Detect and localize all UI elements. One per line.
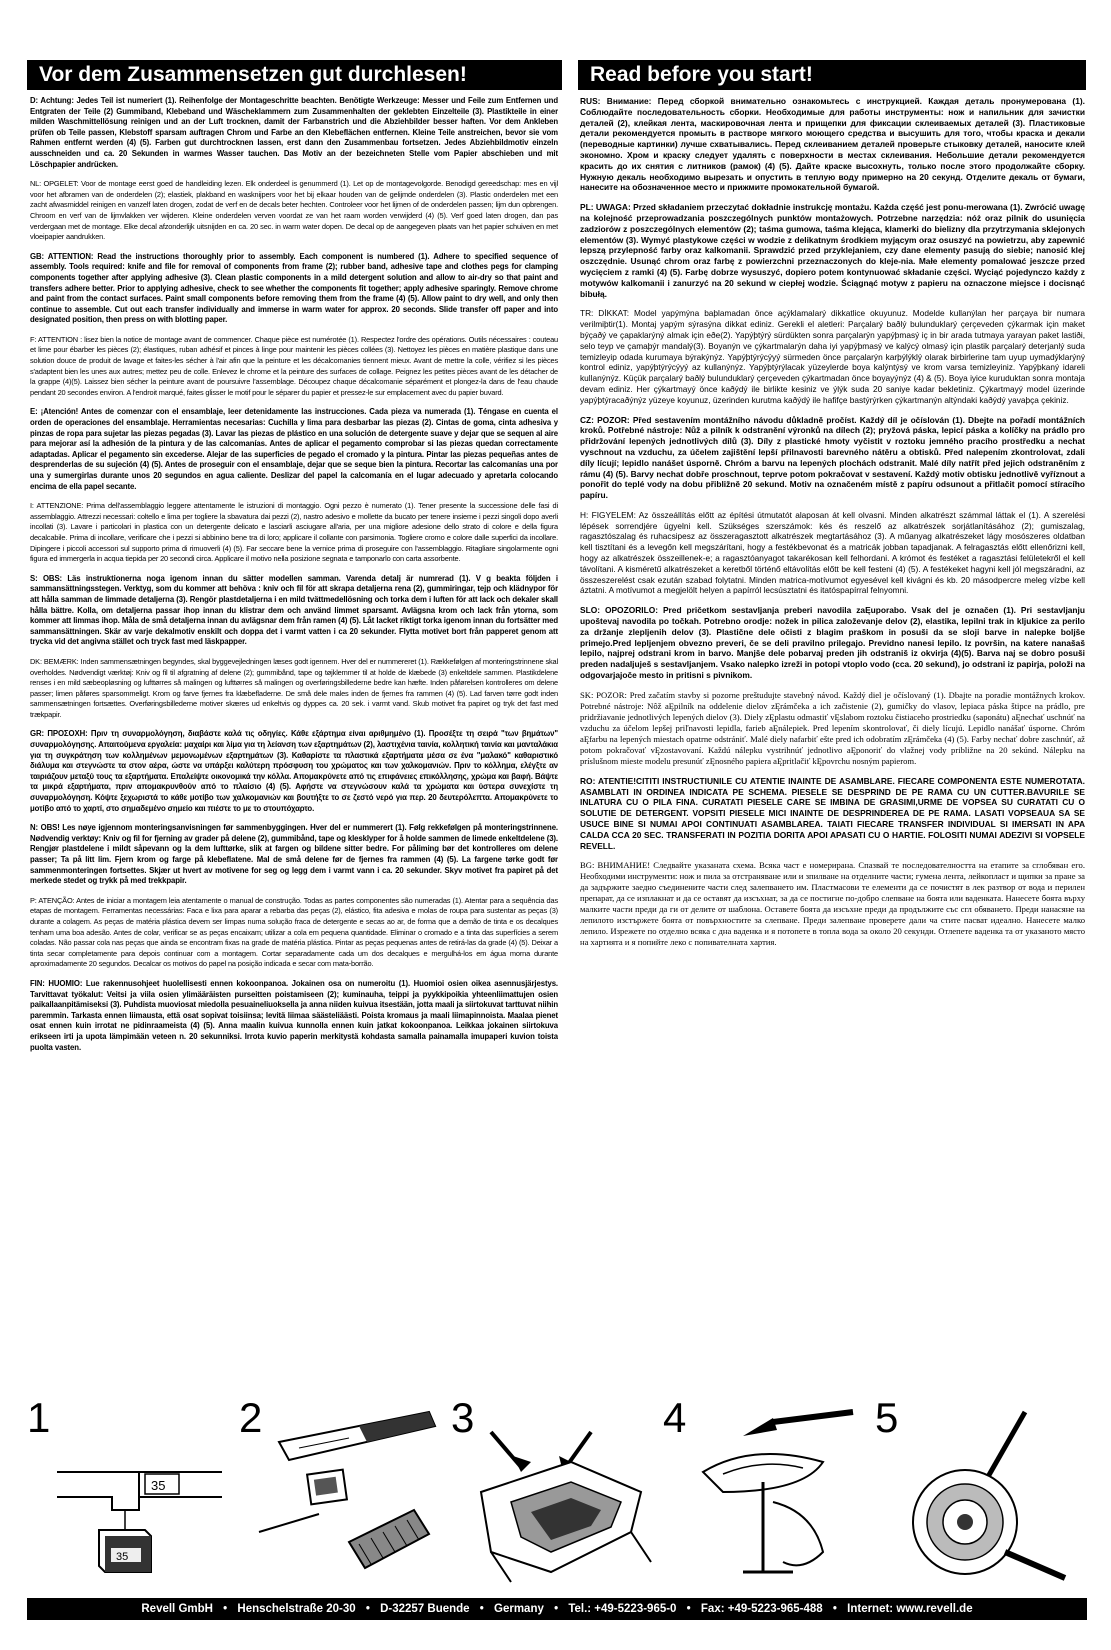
step-number: 5: [875, 1394, 899, 1441]
para-tr: TR: DİKKAT: Model yapýmýna baþlamadan önce açýklamalarý dikkatlice okuyunuz. Modelde kullanýlan her parçaya bir numara verilmiþtir(1). Montaj yapým sýrasýna dikkat ediniz. Gerekli el aletleri: Parçalarý baðlý bulunduklarý çerçeveden çýkarmak için maket býçaðý ve çapaklarýný almak için eðe(2). Yapýþtýrý sürdükten sonra parçalarýn yapýþmasý iç in bir arada tutmaya yarayan paket lastiði, selo teyp ve çamaþýr mandalý(3). Boyanýn ve çýkartmalarýn daha iyi yapýþmasý ve kalýcý olmasý için plastik parçalarý deterjanlý suda temizleyip odada kurumaya býrakýnýz. Yapýþtýrýcýyý sürmeden önce parçalarýn karþýlýklý olarak birbirlerine tam uyup uymadýklarýný kontrol ediniz, yapýþtýrýcýyý az kullanýnýz. Yapýþtýrýlacak yüzeylerde boya kalýntýsý ve krom varsa temizleyiniz. Yapýþkaný idareli kullanýnýz. Küçük parçalarý baðlý bulunduklarý çerçeveden çýkartmadan önce boyayýnýz (4) & (5). Boya iyice kuruduktan sonra montaja devam ediniz. Her çýkartmayý önce kaðýdý ile birlikte kesiniz ve ýlýk suda 20 saniye kadar bekletiniz. Çýkartmayý model üzerinde yapýþtýracaðýnýz yüzeye koyunuz, üzerinden kurutma kaðýdý ile hafifçe bastýrýrken çýkartmanýn altýndaki kaðýdý yavaþça çekiniz.: [580, 308, 1085, 405]
knife-and-file-icon: [239, 1402, 444, 1587]
step-1: [27, 1394, 232, 1587]
para-e: E: ¡Atención! Antes de comenzar con el ensamblaje, leer detenidamente las instrucciones. Cada pieza va numerada (1). Téngase en cuenta el orden de operaciones del ensamblaje. Herramientas necesarias: Cuchilla y lima para desbarbar las piezas (2). Cintas de goma, cinta adhesiva y pinzas de ropa para sujetar las piezas pegadas (3). Lavar las piezas de plástico en una solución de detergente suave y dejar que se sequen al aire para mejorar así la adhesión de la pintura y de las calcomanías. Antes de aplicar el pegamento comprobar si las piezas quedan correctamente adaptadas. Aplicar el pegamento sin excederse. Alejar de las superficies de pegado el cromado y la pintura. Pintar las piezas pequeñas antes de desprenderlas de su sujeción (4) (5). Antes de proseguir con el ensamblaje, dejar que se seque bien la pintura. Recortar las calcomanías una por una y sumergirlas durante unos 20 segundos en agua caliente. Deslizar del papel la calcomanía en el lugar adecuado y apretarla colocando encima de ella papel secante.: [30, 407, 558, 491]
header-german: Vor dem Zusammensetzen gut durchlesen!: [27, 60, 562, 90]
footer-separator: •: [365, 1603, 370, 1615]
para-gb: GB: ATTENTION: Read the instructions thoroughly prior to assembly. Each component is numbered (1). Adhere to specified sequence of assembly. Tools required: knife and file for removal of components from frame (2); rubber band, adhesive tape and clothes pegs for clamping components together after applying adhesive (3). Clean plastic components in a mild detergent solution and allow to air-dry so that paint and transfers adhere better. Prior to applying adhesive, check to see whether the components fit together; apply adhesive sparingly. Remove chrome and paint from the contact surfaces. Paint small components before removing them from the frame (4) (5). Allow paint to dry well, and only then continue to assemble. Cut out each transfer individually and immerse in warm water for approx. 20 seconds. Slide transfer off paper and into designated position, then press on with blotting paper.: [30, 251, 558, 325]
part-label-top: 35: [151, 1478, 166, 1493]
left-column: [30, 96, 558, 1386]
step-5: [875, 1394, 1080, 1587]
footer-city: D-32257 Buende: [380, 1603, 470, 1615]
painting-wheel-icon: [875, 1402, 1080, 1587]
para-h: H: FIGYELEM: Az összeállítás előtt az építési útmutatót alaposan át kell olvasni. Minden alkatrészt számmal láttak el (1). A szerelési lépések sorrendjére ügyelni kell. Szükséges szerszámok: kés és reszelő az alkatrészek sorjátlanításához (2); gumiszalag, ragasztószalag és ruhacsipesz az összeragasztott alkatrészek megtartásához (3). A műanyag alkatrészeket lágy mosószeres oldatban kell tisztítani és a levegőn kell megszárítani, hogy a festékbevonat és a matricák jobban tapadjanak. A felragasztás előtt ellenőrizni kell, hogy az alkatrészek összeillenek-e; a ragasztóanyagot takarékosan kell felhordani. A krómot és festéket a ragasztási felületekről el kell távolítani. A kisméretű alkatrészeket a keretből történő eltávolítás előtt be kell festeni (4) (5). A festékeket hagyni kell jól megszáradni, az összeszerelést csak ezután szabad folytatni. Minden matrica-motívumot egyesével kell kivágni és kb. 20 másodpercre meleg vízbe kell áztatni. A motívumot a megjelölt helyen a papírról lecsúsztatni és itatóspapírral felnyomni.: [580, 509, 1085, 596]
header-english: Read before you start!: [578, 60, 1086, 90]
para-nl: NL: OPGELET: Voor de montage eerst goed de handleiding lezen. Elk onderdeel is genummerd (1). Let op de montagevolgorde. Benodigd gereedschap: mes en vijl voor het afbramen van de onderdelen (2); elastiek, plakband en wasknijpers voor het bij elkaar houden van de gelijmde onderdelen (3). Plastic onderdelen met een zacht afwasmiddel reinigen en vanzelf laten drogen, zodat de verf en de decals beter hechten. Controleer voor het lijmen of de onderdelen passen; lijm dun opbrengen. Chroom en verf van de lijmvlakken ver wijderen. Kleine onderdelen verven voordat ze van het raam worden verwijderd (4) (5). Verf goed laten drogen, dan pas verdergaan met de montage. Elke decal afzonderlijk uitsnijden en ca. 20 sec. in warm water dopen. De decal op de aangegeven plaats van het papier schuiven en met vloeipapier aandrukken.: [30, 179, 558, 242]
para-dk: DK: BEMÆRK: Inden sammensætningen begyndes, skal byggevejledningen læses godt igennem. Hver del er nummereret (1). Rækkefølgen af monteringstrinnene skal overholdes. Nødvendigt værktøj: Kniv og fil til afgratning af delene (2); gummibånd, tape og tøjklemmer til at holde de klæbede (3) enkeltdele sammen. Plastikdelene renses i en mild sæbeopløsning og lufttørres så malingen og lufttørres så malingen og overføringsbillederne bedre kan hæfte. Inden påførelsen kontrolleres om delene passer; limen påføres sparsommeligt. Krom og farve fjernes fra klæbefladerne. De små dele males inden de fjernes fra rammen (4) (5). Lad farven tørre godt inden sammensætningen fortsættes. Overføringsbillederne motiver skæres ud enkeltvis og dyppes ca. 20 sek. i varmt vand. Skub motivet fra papiret og tryk det fast med trækpapir.: [30, 656, 558, 719]
footer-company: Revell GmbH: [141, 1603, 213, 1615]
para-pl: PL: UWAGA: Przed składaniem przeczytać dokładnie instrukcję montażu. Każda część jest ponu-merowana (1). Zwrócić uwagę na kolejność przeprowadzania poszczególnych punktów montażowych. Potrzebne narzędzia: nóż oraz pilnik do usunięcia zadziorów z poszczególnych elementów (2); taśma gumowa, taśma klejąca, klamerki do bielizny dla przytrzymania sklejonych elementów (3). Wymyć plastykowe części w wodzie z delikatnym środkiem myjącym oraz osuszyć na powietrzu, aby zapewnić lepszą przylepność farby oraz kalkomanii. Sprawdzić przed przyklejaniem, czy dane elementy pasują do siebie; nanosić klej oszczędnie. Usunąć chrom oraz farbę z powierzchni przeznaczonych do kleje-nia. Małe elementy pomalować jeszcze przed wycięciem z ramki (4) (5). Farbę dobrze wysuszyć, dopiero potem kontynuować składanie części. Wyciąć pojedynczo każdy z motywów kalkomanii i zanurzyć na 20 sekund w ciepłej wodzie. Ściągnąć motyw z papieru na oznaczone miejsce i docisnąć bibułą.: [580, 202, 1085, 299]
step-3: [451, 1394, 656, 1587]
numbered-part-icon: [27, 1402, 232, 1587]
footer-address: Henschelstraße 20-30: [237, 1603, 356, 1615]
para-sk: SK: POZOR: Pred začatím stavby si pozorne preštudujte stavebný návod. Každý diel je očíslovaný (1). Dbajte na poradie montážnych krokov. Potrebné nástroje: Nôž aĘpilník na oddelenie dielov zĘrámčeka a ich začistenie (2), gumičky do vlasov, lepiaca páska štipce na prádlo, pre pridržiavanie jednotlivých lepených dielov (3). Diely zĘplastu odmastiť vĘslabom roztoku čistiaceho prostriedku (saponátu) aĘnechať uschnúť na vzduchu za účelom lepšej priľnavosti lepidla, farieb aĘnálepiek. Pred lepením skontrolovať, či diely lícujú. Lepidlo nanášať úsporne. Chróm aĘfarbu na lepených miestach opatrne odstrániť. Malé diely nafarbiť ešte pred ich odobratím zĘrámčeka (4) (5). Farby nechať dobre zaschnúť, až potom pokračovať vĘzostavovaní. Každú nálepku vystrihnúť jednotlivo aĘponoriť do vlažnej vody približne na 20 sekúnd. Nálepku na príslušnom mieste modelu presunúť zĘnosného papiera aĘpritlačiť kĘpovrchu nosným papierom.: [580, 689, 1085, 766]
para-de: D: Achtung: Jedes Teil ist numeriert (1). Reihenfolge der Montageschritte beachten. Benötigte Werkzeuge: Messer und Feile zum Entfernen und Entgraten der Teile (2) Gummiband, Klebeband und Wäscheklammern zum Zusammenhalten der geklebten Einzelteile (3). Plastikteile in einer milden Waschmittellösung reinigen und an der Luft trocknen, damit der Farbanstrich und die Abziehbilder besser haften. Vor dem Ankleben prüfen ob Teile passen, Klebstoff sparsam auftragen Chrom und Farbe an den Klebeflächen entfernen. Kleine Teile anstreichen, bevor sie vom Rahmen entfernt werden (4) (5). Farben gut durchtrocknen lassen, erst dann den Zusammenbau fortsetzen. Jedes Abziehbildmotiv einzeln ausschneiden und ca. 20 Sekunden in warmes Wasser tauchen. Das Motiv an der bezeichneten Stelle vom Papier abschieben und mit Löschpapier andrücken.: [30, 96, 558, 169]
painting-on-sprue-icon: [663, 1402, 868, 1587]
para-fin: FIN: HUOMIO: Lue rakennusohjeet huolellisesti ennen kokoonpanoa. Jokainen osa on numeroitu (1). Huomioi osien oikea asennusjärjestys. Tarvittavat työkalut: Veitsi ja viila osien ylimääräisten purseitten poistamiseen (2); kuminauha, teippi ja pyykkipoikia yhteenliimattujen osien paikallaanpitämiseksi (3). Puhdista muoviosat miedolla pesuaineliuoksella ja anna niiden kuivua itsestään, jotta maali ja siirtokuvat tarttuvat niihin paremmin. Tarkasta ennen liimausta, että osat sopivat toisiinsa; levitä liimaa säästeliäästi. Poista kromaus ja maali liimapinnoista. Maalaa pienet osat ennen kuin irrotat ne pidinraameista (4) (5). Anna maalin kuivua kunnolla ennen kuin jatkat kokoonpanoa. Leikkaa jokainen siirtokuva erikseen irti ja upota lämpimään veteen n. 20 sekunniksi. Irrota kuvio paperin merkitystä kohdasta samalla painamalla imupaperi kuvion toista puolta vasten.: [30, 978, 558, 1052]
footer-separator: •: [832, 1603, 837, 1615]
step-2: [239, 1394, 444, 1587]
para-p: P: ATENÇÃO: Antes de iniciar a montagem leia atentamente o manual de construção. Todas as partes componentes são numeradas (1). Atentar para a sequência das etapas de montagem. Ferramentas necessárias: Faca e lixa para aparar a rebarba das peças (2), elástico, fita adesiva e molas de roupa para sustentar as peças (3) durante a colagem. As peças de matéria plástica devem ser limpas numa solução fraca de detergente e secas ao ar, de forma que a demão de tinta e os decalques tenham uma boa adesão. Antes de colar, verificar se as peças encaixam; utilizar a cola em pequena quantidade. Eliminar o cromado e a tinta das superfícies a serem coladas. Não passar cola nas peças que ainda se encontram fixas na grade de matéria plástica. Pintar as peças pequenas antes de retirá-las da grade (4) (5). Deixar a tinta secar completamente para depois continuar com a montagem. Cortar separadamente cada um dos decalques e mergulhá-los em água morna durante aproximadamente 20 segundos. Decalcar os motivos do papel na posição indicada e secar com mata-borrão.: [30, 895, 558, 969]
para-ro: RO: ATENTIE!CITITI INSTRUCTIUNILE CU ATENTIE INAINTE DE ASAMBLARE. FIECARE COMPONENTA ESTE NUMEROTATA. ASAMBLATI IN ORDINEA INDICATA PE SCHEMA. PIESELE SE DESPRIND DE PE RAMA CU UN CUTTER.BAVURILE SE INLATURA CU O PILA FINA. CURATATI PIESELE CARE SE IMBINA DE GRASIMI,URME DE VOPSEA SU CURATATI CU O SOLUTIE DE DETERGENT. VOPSITI PIESELE MICI INAINTE DE DESPRINDEREA DE PE RAMA. LASATI VOPSEAUA SA SE USUCE BINE SI NUMAI APOI CONTINUATI ASAMBLAREA. TAIATI FIECARE TRANSFER INDIVIDUAL SI IMERSATI IN APA CALDA CCA 20 SEC. TRANSFERATI IN POZITIA DORITA APOI APASATI CU O HARTIE. FOLOSITI NUMAI ADEZIVI SI VOPSELE REVELL.: [580, 775, 1085, 851]
para-slo: SLO: OPOZORILO: Pred pričetkom sestavljanja preberi navodila zaĘuporabo. Vsak del je označen (1). Pri sestavljanju upoštevaj navodila po točkah. Potrebno orodje: nožek in pilica založevanje delov (2), elastika, lepilni trak in kljukice za perilo za držanje zlepljenih delov (3). Plastične dele očisti z blagim praškom in posuši da se sloji barve in nalepke boljše primejo.Pred lepljenjem obvezno preveri, če se deli pravilno prilegajo. Previdno nanesi lepilo. Iz površin, na katere nanašaš lepilo, najprej odstrani krom in barvo. Manjše dele pobarvaj preden jih odstraniš iz okvirja (4)(5). Barva naj se dobro posuši preden nadaljuješ s sestavljanjem. Vsako nalepko izreži in potopi vtoplo vodo (cca. 20 sekund), jo odstrani iz papirja, položi na odgovarjajoče mesto in pritisni s pivnikom.: [580, 605, 1085, 681]
para-f: F: ATTENTION : lisez bien la notice de montage avant de commencer. Chaque pièce est numérotée (1). Respectez l'ordre des opérations. Outils nécessaires : couteau et lime pour ébarber les pièces (2); élastiques, ruban adhésif et pinces à linge pour maintenir les pièces collées (3). Nettoyez les pièces en matière plastique dans une solution douce de produit de lavage et faites-les sécher à l'air afin que la peinture et les décalcomanies tiennent mieux. Avant de mettre la colle, vérifiez si les pièces s'adaptent bien les unes aux autres; mettez peu de colle. Enlevez le chrome et la peinture des surfaces de collage. Peignez les petites pièces avant de les détacher de la grappe (4)(5). Laissez bien sécher la peinture avant de poursuivre l'assemblage. Découpez chaque décalcomanie séparément et plongez-la dans de l'eau chaude pendant 20 secondes environ. A l'endroit marqué, faites glisser le motif pour le séparer du papier et pressez-le sur emplacement avec du papier buvard.: [30, 334, 558, 397]
footer-separator: •: [554, 1603, 559, 1615]
step-number: 2: [239, 1394, 263, 1441]
part-label-bottom: 35: [116, 1551, 129, 1563]
para-s: S: OBS: Läs instruktionerna noga igenom innan du sätter modellen samman. Varenda detalj är numrerad (1). V g beakta följden i sammansättningsstegen. Verktyg, som du kommer att behöva : kniv och fil för att skrapa detaljerna rena (2), gummiringar, tejp och klädnypor för att hålla samman de limmade detaljerna (3). Rengör plastdetaljerna i en mild tvättmedellösning och torka dem i luften för att lack och dekaler skall hålla bättre. Kolla, om detaljerna passar ihop innan du klistrar dem och använd limmet sparsamt. Avlägsna krom och lack från ytorna, som kommer att limmas ihop. Måla de små detaljerna innan du avlägsnar dem från ramen (4) (5). Låt lacket riktigt torka igenom innan du fortsätter med sammansättningen. Skär av varje dekalmotiv enskilt och doppa det i varmt vatten i ca 20 sekunder. Flytta motivet bort från papperet genom att trycka vid det angivna stället och tryck fast med läskpapper.: [30, 573, 558, 647]
para-n: N: OBS! Les nøye igjennom monteringsanvisningen før sammenbyggingen. Hver del er nummerert (1). Følg rekkefølgen på monteringstrinnene. Nødvendig verktøy: Kniv og fil for fjerning av grader på delene (2), gummibånd, tape og klesklyper for å holde sammen de limede enkeltdelene (3). Rengjør plastdelene i mildt såpevann og la dem lufttørke, slik at fargen og bildene sitter bedre. For påliming bør det kontrolleres om delene passer; Ta på litt lim. Fjern krom og farge på klebeflatene. Mal de små delene før de fjernes fra rammen (4) (5). La fargene tørke godt før sammenmonteringen fortsettes. Skjær ut hvert av motivene for seg og legg dem i varmt vann i ca. 20 sekunder. Skyv motivet fra papiret på det merkede stedet og trykk på med trekkpapir.: [30, 823, 558, 886]
footer-country: Germany: [494, 1603, 544, 1615]
footer-separator: •: [686, 1603, 691, 1615]
footer-fax: Fax: +49-5223-965-488: [700, 1603, 823, 1615]
clamped-parts-icon: [451, 1402, 656, 1587]
footer-bar: [27, 1598, 1087, 1620]
step-number: 1: [27, 1394, 51, 1441]
step-number: 4: [663, 1394, 687, 1441]
step-number: 3: [451, 1394, 475, 1441]
para-bg: BG: ВНИМАНИЕ! Следвайте указаната схема. Всяка част е номерирана. Спазвай те последователността на етапите за сглобяван его. Необходими инструменти: нож и пила за отстраняване или и зпилване на отделните части; гумена лента, лейкопласт и щипки за пране за да задържите заедно съединените части след залепването им. Пластмасови те елементи да се почистят в лек разтвор от вода и перилен препарат, да се изплакнат и да се оставят да изсъхнат, за да се постигне по-добро слепване на боята или ваденката. Нанесете боята върху малките части преди да ги от делите от шаблона. Оставете боята да изсъхне преди да продължите със сгл обяването. Преди нанасяне на лепилото изстържете боята от повърхностите за слепване. Преди залепване проверете дали ча стите пасват идеално. Нанесете малко лепило. Изрежете по отделно всяка с дна ваденка и я потопете в топла вода за около 20 секунди. Отлепете ваденка та от указаното място на хартията и я попийте леко с попивателната хартия.: [580, 860, 1085, 948]
para-cz: CZ: POZOR: Před sestavením montážního návodu důkladně pročíst. Každý díl je očíslován (1). Dbejte na pořadí montážních kroků. Potřebné nástroje: Nůž a pilník k odstranění výronků na dílech (2); pryžová páska, lepicí páska a kolíčky na prádlo pro přidržování lepených jednotlivých dílů (3). Díly z plastické hmoty vyčistit v roztoku jemného pracího prostředku a nechat vyschnout na vzduchu, za účelem zajištění lepší přilnavosti barevného nátěru a obtisků. Před nalepením zkontrolovat, zdali díly lícují; lepidlo nanášet úsporně. Chróm a barvu na lepených plochách odstranit. Malé díly natřít před jejich odstraněním z rámu (4) (5). Barvy nechat dobře proschnout, teprve potom pokračovat v sestavení. Každý motiv obtisku jednotlivě vyříznout a ponořit do teplé vody na dobu přibližně 20 sekund. Motiv na označeném místě z papíru odsunout a přitlačit pomocí stíracího papíru.: [580, 414, 1085, 501]
footer-website-link[interactable]: Internet: www.revell.de: [847, 1603, 973, 1615]
para-i: I: ATTENZIONE: Prima dell'assemblaggio leggere attentamente le istruzioni di montaggio. Ogni pezzo è numerato (1). Tener presente la successione delle fasi di assemblaggio. Attrezzi necessari: coltello e lima per togliere la sbavatura dai pezzi (2), nastro adesivo e mollette da bucato per tenere insieme i pezzi singoli dopo averli incollati (3). Lavare i particolari in plastica con un detergente delicato e lasciarli asciugare all'aria, per una migliore adesione dello strato di colore e della figura decalcabile. Prima di incollare, verificare che i pezzi si abbinino bene tra di loro; applicare il collante con parsimonia. Togliere cromo e colore dalle superfici da incollare. Dipingere i piccoli accessori sul supporto prima di rimuoverli (4) (5). Far seccare bene la vernice prima di proseguire con l'assemblaggio. Ritagliare singolarmente ogni figura ed immergerla in acqua tiepida per 20 secondi circa. Applicare il motivo nella posizione segnata e tamponarlo con carta assorbente.: [30, 501, 558, 564]
footer-separator: •: [479, 1603, 484, 1615]
right-column: [580, 96, 1085, 1386]
illustration-strip: [27, 1394, 1087, 1587]
step-4: [663, 1394, 868, 1587]
para-gr: GR: ΠΡΟΣΟΧΗ: Πριν τη συναρμολόγηση, διαβάστε καλά τις οδηγίες. Κάθε εξάρτημα είναι αριθμημένο (1). Προσέξτε τη σειρά "των βημάτων" συναρμολόγησης. Απαιτούμενα εργαλεία: μαχαίρι και λίμα για τη λείανση των εξαρτημάτων (2), λαστιχένια ταινία, κολλητική ταινία και μανταλάκια για τη συγκράτηση των κολλημένων μεμονωμένων εξαρτημάτων (3). Καθαρίστε τα πλαστικά εξαρτήματα μέσα σε ένα "μαλακό" καθαριστικό διάλυμα και στεγνώστε τα στον αέρα, ώστε να υπάρξει καλύτερη πρόσφυση του χρώματος και των χαλκομανιών. Πριν το κόλλημα, ελέγξτε αν ταιριάζουν μεταξύ τους τα εξαρτήματα. Επαλείψτε οικονομικά την κόλλα. Απομακρύνετε από τις επιφάνειες επικόλλησης, χρώμα και βαφή. Βάψτε τα μικρά εξαρτήματα, πριν απομακρυνθούν από το πλαίσιο (4) (5). Αφήστε να στεγνώσουν καλά τα χρώματα και ύστερα συνεχίστε τη συναρμολόγηση. Κόψτε ξεχωριστά το κάθε μοτίβο των χαλκομανιών και βουτήξτε το σε ζεστό νερό για περ. 20 δευτερόλεπτα. Απομακρύνετε το μοτίβο από το χαρτί, στο σημαδεμένο σημείο και πιέστε το με το στουπόχαρτο.: [30, 729, 558, 813]
footer-separator: •: [223, 1603, 228, 1615]
para-rus: RUS: Внимание: Перед сборкой внимательно ознакомьтесь с инструкцией. Каждая деталь пронумерована (1). Соблюдайте последовательность сборки. Необходимые для работы инструменты: нож и напильник для зачистки деталей (2), клейкая лента, маскировочная лента и прищепки для фиксации склеиваемых деталей (3). Пластиковые детали рекомендуется промыть в растворе мягкого моющего средства и высушить для того, чтобы краска и декали (переводные картинки) лучше схватывались. Перед склеиванием деталей проверьте стыковку деталей, наносите клей экономно. Хром и краску следует удалять с поверхности в местах склеивания. Небольшие детали рекомендуется красить до их снятия с литников (рамок) (4) (5). Дайте краске высохнуть, только после этого продолжайте сборку. Нужную декаль необходимо вырезать и опустить в теплую воду примерно на 20 секунд. Отделите декаль от бумаги, нанесите на обозначенное место и прижмите промокательной бумагой.: [580, 96, 1085, 193]
footer-tel: Tel.: +49-5223-965-0: [568, 1603, 677, 1615]
